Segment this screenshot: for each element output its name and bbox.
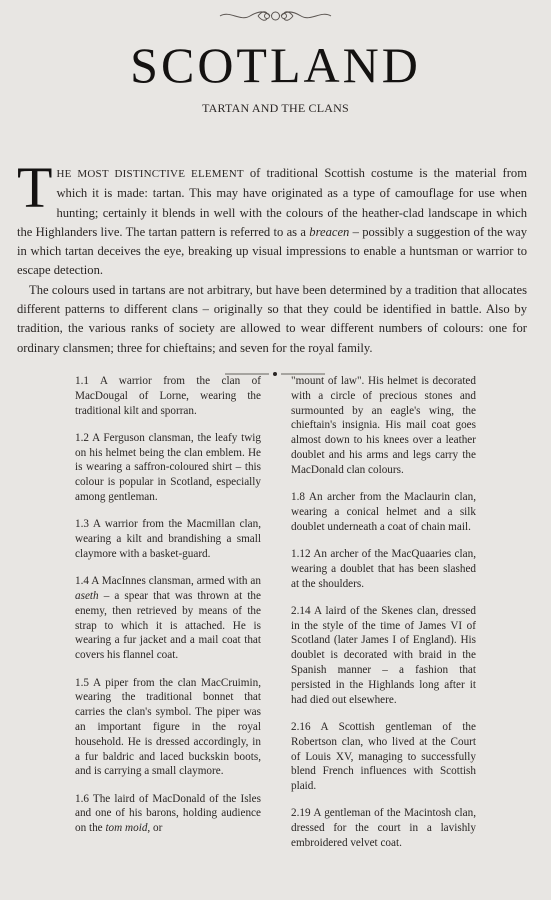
intro-italic-term: breacen xyxy=(309,224,350,239)
captions-left-column xyxy=(75,374,261,849)
caption-text: A warrior from the clan of MacDougal of Lorne, wearing the traditional kilt and sporran. xyxy=(75,375,261,417)
caption-item xyxy=(291,806,476,850)
caption-number: 1.3 xyxy=(75,518,89,531)
intro-text xyxy=(17,155,527,358)
caption-text: A warrior from the Macmillan clan, wearing a kilt and brandishing a small claymore with a basket-guard. xyxy=(75,518,261,560)
caption-text: A MacInnes clansman, armed with an xyxy=(88,575,261,588)
caption-item xyxy=(75,676,261,780)
caption-item xyxy=(291,720,476,794)
caption-text: "mount of law". His helmet is decorated with a circle of precious stones and surmounted by an eagle's wing, the chieftain's insignia. His mail coat goes almost down to his knees over a leather doublet and his arms and legs carry the MacDonald clan colours. xyxy=(291,375,476,476)
caption-number: 1.5 xyxy=(75,676,89,689)
page-title: SCOTLAND xyxy=(130,37,421,93)
caption-number: 2.19 xyxy=(291,807,311,820)
caption-number: 1.2 xyxy=(75,431,89,444)
caption-text: A piper from the clan MacCruimin, wearing the traditional bonnet that carries the clan's symbol. The piper was an important figure in the royal household. He is dressed accordingly, in a fur baldric and laced buckskin boots, and is carrying a small claymore. xyxy=(75,676,261,778)
caption-text: , or xyxy=(147,822,163,835)
caption-text: A Ferguson clansman, the leafy twig on his helmet being the clan emblem. He is wearing a saffron-coloured shirt – this colour is popular in Scotland, especially among gentleman. xyxy=(75,431,261,504)
caption-item xyxy=(291,547,476,591)
caption-item xyxy=(75,431,261,505)
captions-right-column xyxy=(291,374,476,863)
caption-text: A Scottish gentleman of the Robertson clan, who lived at the Court of Louis XV, managing to successfully blend French influences with Scottish plaid. xyxy=(291,720,476,793)
caption-item xyxy=(75,517,261,561)
caption-italic: aseth xyxy=(75,590,99,603)
caption-text: An archer from the Maclaurin clan, wearing a conical helmet and a silk doublet underneath a coat of chain mail. xyxy=(291,491,476,533)
caption-italic: tom moid xyxy=(105,822,148,835)
caption-item xyxy=(75,374,261,418)
caption-number: 1.4 xyxy=(75,575,89,588)
caption-item xyxy=(75,574,261,663)
caption-text: A laird of the Skenes clan, dressed in the style of the time of James VI of Scotland (later James I of England). His doublet is decorated with braid in the Spanish manner – a fashion that persisted in the Highlands long after it had died out elsewhere. xyxy=(291,604,476,706)
intro-text-part: – possibly a suggestion of the way in which tartan deceives the eye, breaking up visual impressions to enable a huntsman or warrior to escape detection. xyxy=(17,224,527,278)
caption-item xyxy=(75,792,261,836)
caption-number: 2.14 xyxy=(291,604,311,617)
lead-smallcaps: HE MOST DISTINCTIVE ELEMENT xyxy=(56,168,244,180)
caption-number: 1.6 xyxy=(75,792,89,805)
page-subtitle: TARTAN AND THE CLANS xyxy=(202,101,349,115)
caption-item xyxy=(291,604,476,708)
section-divider xyxy=(225,364,325,370)
caption-number: 1.12 xyxy=(291,547,311,560)
scroll-flourish-icon xyxy=(218,8,333,24)
caption-number: 1.1 xyxy=(75,375,89,387)
intro-paragraph-2: The colours used in tartans are not arbitrary, but have been determined by a tradition that allocates different patterns to different clans – originally so that they could be identified in battle. Also by tradition, the various ranks of society are allowed to wear different numbers of colours: one for ordinary clansmen; three for chieftains; and seven for the royal family. xyxy=(17,282,527,355)
caption-text: The laird of MacDonald of the Isles and one of his barons, holding audience on the xyxy=(75,792,261,835)
drop-cap: T xyxy=(17,155,53,220)
intro-text-part: of traditional Scottish costume is the material from which it is made: tartan. This may have originated as a type of camouflage for use when hunting; certainly it blends in well with the colours of the heather-clad landscape in which the Highlanders live. The tartan pattern is referred to as a xyxy=(17,166,527,239)
caption-text: – a spear that was thrown at the enemy, then retrieved by means of the strap to which it is attached. He is wearing a fur jacket and a mail coat that covers his flannel coat. xyxy=(75,590,261,662)
caption-item xyxy=(291,490,476,534)
caption-text: An archer of the MacQuaaries clan, wearing a doublet that has been slashed at the shoulders. xyxy=(291,547,476,590)
caption-item xyxy=(291,374,476,478)
intro-paragraph-1 xyxy=(17,155,527,281)
caption-text: A gentleman of the Macintosh clan, dressed for the court in a lavishly embroidered velvet coat. xyxy=(291,807,476,850)
caption-number: 2.16 xyxy=(291,720,311,733)
caption-number: 1.8 xyxy=(291,491,305,504)
